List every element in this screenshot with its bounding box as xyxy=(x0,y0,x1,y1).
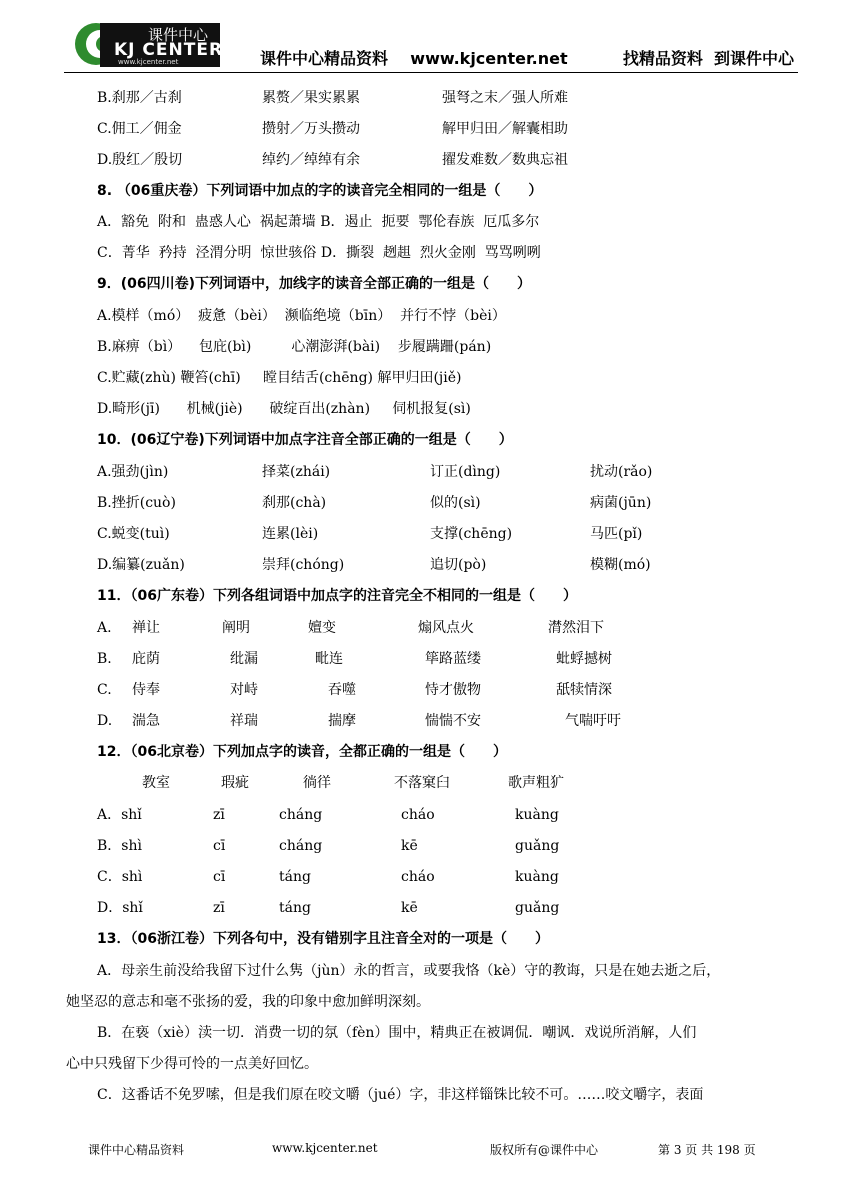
footer-copyright: 版权所有@课件中心 xyxy=(490,1143,599,1157)
q12-c-3: táng xyxy=(279,869,311,885)
q10-a-3: 订正(dìng) xyxy=(430,464,501,480)
q10-d-3: 追切(pò) xyxy=(430,557,487,573)
q9-title: 9．(06四川卷)下列词语中，加线字的读音全部正确的一组是（ ） xyxy=(97,276,532,292)
q11-d-3: 揣摩 xyxy=(328,713,356,729)
q12-c-2: cī xyxy=(213,869,226,885)
q12-b-3: cháng xyxy=(279,838,323,854)
q7-option-b-3: 强弩之末／强人所难 xyxy=(442,90,568,106)
q11-d-5: 气喘吁吁 xyxy=(565,713,621,729)
q12-c-1: C．shì xyxy=(97,869,143,885)
q10-a-1: A.强劲(jìn) xyxy=(97,464,169,480)
q13-option-c-line1: C．这番话不免罗嗦，但是我们原在咬文嚼（jué）字，非这样锱铢比较不可。……咬文嚼字，表面 xyxy=(97,1087,704,1103)
logo-url-text: www.kjcenter.net xyxy=(118,58,179,66)
q13-option-a-line2: 她坚忍的意志和毫不张扬的爱，我的印象中愈加鲜明深刻。 xyxy=(66,994,430,1010)
q12-word-4: 不落窠臼 xyxy=(394,775,450,791)
q12-b-1: B．shì xyxy=(97,838,142,854)
q7-option-d-3: 擢发难数／数典忘祖 xyxy=(442,152,568,168)
q7-option-d-2: 绰约／绰绰有余 xyxy=(262,152,360,168)
q13-option-b-line1: B．在亵（xiè）渎一切．消费一切的氛（fèn）围中，精典正在被调侃．嘲讽．戏说所消解，人们 xyxy=(97,1025,697,1041)
q12-a-5: kuàng xyxy=(515,807,559,823)
q8-title: 8. （06重庆卷）下列词语中加点的字的读音完全相同的一组是（ ） xyxy=(97,183,543,199)
logo xyxy=(66,20,226,68)
q10-b-2: 刹那(chà) xyxy=(262,495,327,511)
q12-a-4: cháo xyxy=(401,807,435,823)
q11-c-3: 吞噬 xyxy=(328,682,356,698)
q11-d-1: 湍急 xyxy=(132,713,160,729)
q9-option-d: D.畸形(jī) 机械(jiè) 破绽百出(zhàn) 伺机报复(sì) xyxy=(97,401,471,417)
q10-title: 10．(06辽宁卷)下列词语中加点字注音全部正确的一组是（ ） xyxy=(97,432,513,448)
q12-d-5: guǎng xyxy=(515,900,560,916)
q7-option-c-3: 解甲归田／解囊相助 xyxy=(442,121,568,137)
q13-option-b-line2: 心中只残留下少得可怜的一点美好回忆。 xyxy=(66,1056,318,1072)
logo-chinese-text: 课件中心 xyxy=(148,26,209,44)
q10-d-4: 模糊(mó) xyxy=(590,557,651,573)
q10-c-3: 支撑(chēng) xyxy=(430,526,513,542)
q12-word-5: 歌声粗犷 xyxy=(508,775,564,791)
q10-c-4: 马匹(pǐ) xyxy=(590,526,643,542)
footer-url: www.kjcenter.net xyxy=(272,1141,378,1155)
q7-option-d-1: D.殷红／殷切 xyxy=(97,152,183,168)
q12-b-4: kē xyxy=(401,838,418,854)
q7-option-b-2: 累赘／果实累累 xyxy=(262,90,360,106)
q12-a-1: A．shǐ xyxy=(97,807,142,823)
q12-word-2: 瑕疵 xyxy=(221,775,249,791)
q10-b-1: B.挫折(cuò) xyxy=(97,495,176,511)
logo-english-text: KJ CENTER xyxy=(114,40,224,60)
q12-d-1: D．shǐ xyxy=(97,900,143,916)
q10-a-2: 择菜(zhái) xyxy=(262,464,331,480)
q7-option-c-2: 攒射／万头攒动 xyxy=(262,121,360,137)
q13-option-a-line1: A．母亲生前没给我留下过什么隽（jùn）永的哲言，或要我恪（kè）守的教诲，只是在她去逝之后， xyxy=(97,963,721,979)
q12-c-4: cháo xyxy=(401,869,435,885)
q10-b-4: 病菌(jūn) xyxy=(590,495,652,511)
q9-option-c: C.贮藏(zhù) 鞭笞(chī) 瞠目结舌(chēng) 解甲归田(jiě) xyxy=(97,370,462,386)
q12-d-2: zī xyxy=(213,900,225,916)
q12-a-2: zī xyxy=(213,807,225,823)
q9-option-b: B.麻痹（bì） 包庇(bì) 心潮澎湃(bài) 步履蹒跚(pán) xyxy=(97,339,492,355)
q10-c-1: C.蜕变(tuì) xyxy=(97,526,170,542)
q10-a-4: 扰动(rǎo) xyxy=(590,464,653,480)
q11-a-2: 阐明 xyxy=(222,620,250,636)
q11-b-5: 蚍蜉撼树 xyxy=(556,651,612,667)
q11-c-2: 对峙 xyxy=(230,682,258,698)
q12-word-1: 教室 xyxy=(142,775,170,791)
header-slogan: 课件中心精品资料 www.kjcenter.net xyxy=(260,49,568,68)
q11-a-3: 嬗变 xyxy=(308,620,336,636)
q11-a-label: A. xyxy=(97,620,112,636)
q12-word-3: 徜徉 xyxy=(303,775,331,791)
q11-c-4: 恃才傲物 xyxy=(425,682,481,698)
q11-d-4: 惴惴不安 xyxy=(425,713,481,729)
q11-d-label: D. xyxy=(97,713,113,729)
q8-options-c-d: C．菁华 矜持 泾渭分明 惊世骇俗 D．撕裂 趔趄 烈火金刚 骂骂咧咧 xyxy=(97,245,541,261)
q12-c-5: kuàng xyxy=(515,869,559,885)
q11-a-5: 潸然泪下 xyxy=(548,620,604,636)
q7-option-c-1: C.佣工／佣金 xyxy=(97,121,182,137)
q10-d-2: 崇拜(chóng) xyxy=(262,557,345,573)
q9-option-a: A.模样（mó） 疲惫（bèi） 濒临绝境（bīn） 并行不悖（bèi） xyxy=(97,308,506,324)
q11-a-1: 禅让 xyxy=(132,620,160,636)
q11-a-4: 煽风点火 xyxy=(418,620,474,636)
header-slogan-right: 找精品资料 到课件中心 xyxy=(622,49,794,68)
q11-c-5: 舐犊情深 xyxy=(556,682,612,698)
page-header xyxy=(64,20,798,73)
q8-options-a-b: A．豁免 附和 蛊惑人心 祸起萧墙 B．遏止 扼要 鄂伦春族 厄瓜多尔 xyxy=(97,214,540,230)
q10-b-3: 似的(sì) xyxy=(430,495,481,511)
q10-d-1: D.编纂(zuǎn) xyxy=(97,557,185,573)
q11-c-1: 侍奉 xyxy=(132,682,160,698)
q11-b-2: 纰漏 xyxy=(230,651,258,667)
q11-b-1: 庇荫 xyxy=(132,651,160,667)
q10-c-2: 连累(lèi) xyxy=(262,526,319,542)
q11-b-4: 筚路蓝缕 xyxy=(425,651,481,667)
q11-c-label: C. xyxy=(97,682,112,698)
q11-b-3: 毗连 xyxy=(315,651,343,667)
q12-title: 12．（06北京卷）下列加点字的读音，全都正确的一组是（ ） xyxy=(97,744,507,760)
q12-d-3: táng xyxy=(279,900,311,916)
q12-d-4: kē xyxy=(401,900,418,916)
q7-option-b-1: B.刹那／古刹 xyxy=(97,90,182,106)
q12-a-3: cháng xyxy=(279,807,323,823)
q13-title: 13．（06浙江卷）下列各句中，没有错别字且注音全对的一项是（ ） xyxy=(97,931,549,947)
q12-b-2: cī xyxy=(213,838,226,854)
q11-title: 11．（06广东卷）下列各组词语中加点字的注音完全不相同的一组是（ ） xyxy=(97,588,577,604)
footer-page-number: 第 3 页 共 198 页 xyxy=(658,1143,756,1157)
q11-d-2: 祥瑞 xyxy=(230,713,258,729)
q11-b-label: B. xyxy=(97,651,112,667)
q12-b-5: guǎng xyxy=(515,838,560,854)
footer-left: 课件中心精品资料 xyxy=(88,1143,185,1157)
